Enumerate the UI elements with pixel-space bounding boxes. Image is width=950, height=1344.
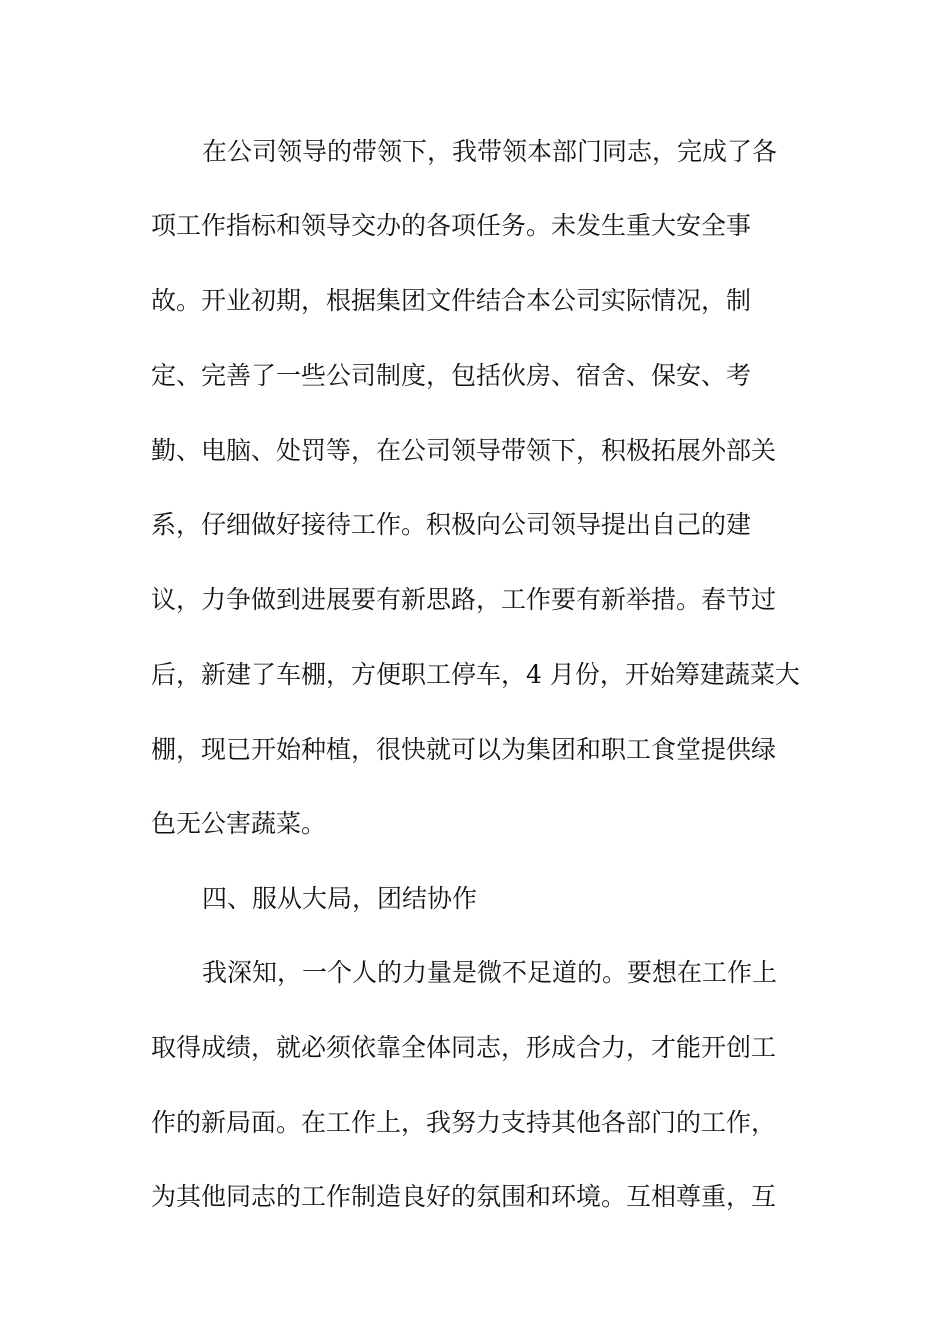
text-line: 项工作指标和领导交办的各项任务。未发生重大安全事 [151,211,752,240]
section-heading: 四、服从大局，团结协作 [202,884,478,913]
text-line: 我深知，一个人的力量是微不足道的。要想在工作上 [202,958,778,987]
text-line: 议，力争做到进展要有新思路，工作要有新举措。春节过 [151,585,777,614]
text-line: 取得成绩，就必须依靠全体同志，形成合力，才能开创工 [151,1033,777,1062]
text-line: 故。开业初期，根据集团文件结合本公司实际情况，制 [151,286,752,315]
text-line: 系，仔细做好接待工作。积极向公司领导提出自己的建 [151,510,752,539]
text-line: 作的新局面。在工作上，我努力支持其他各部门的工作， [151,1108,777,1137]
text-line: 棚，现已开始种植，很快就可以为集团和职工食堂提供绿 [151,735,777,764]
text-line: 色无公害蔬菜。 [151,809,327,838]
text-line: 定、完善了一些公司制度，包括伙房、宿舍、保安、考 [151,361,752,390]
text-line: 后，新建了车棚，方便职工停车，4 月份，开始筹建蔬菜大 [151,660,800,689]
text-line: 为其他同志的工作制造良好的氛围和环境。互相尊重，互 [151,1182,777,1211]
text-line: 在公司领导的带领下，我带领本部门同志，完成了各 [202,137,778,166]
text-line: 勤、电脑、处罚等，在公司领导带领下，积极拓展外部关 [151,436,777,465]
